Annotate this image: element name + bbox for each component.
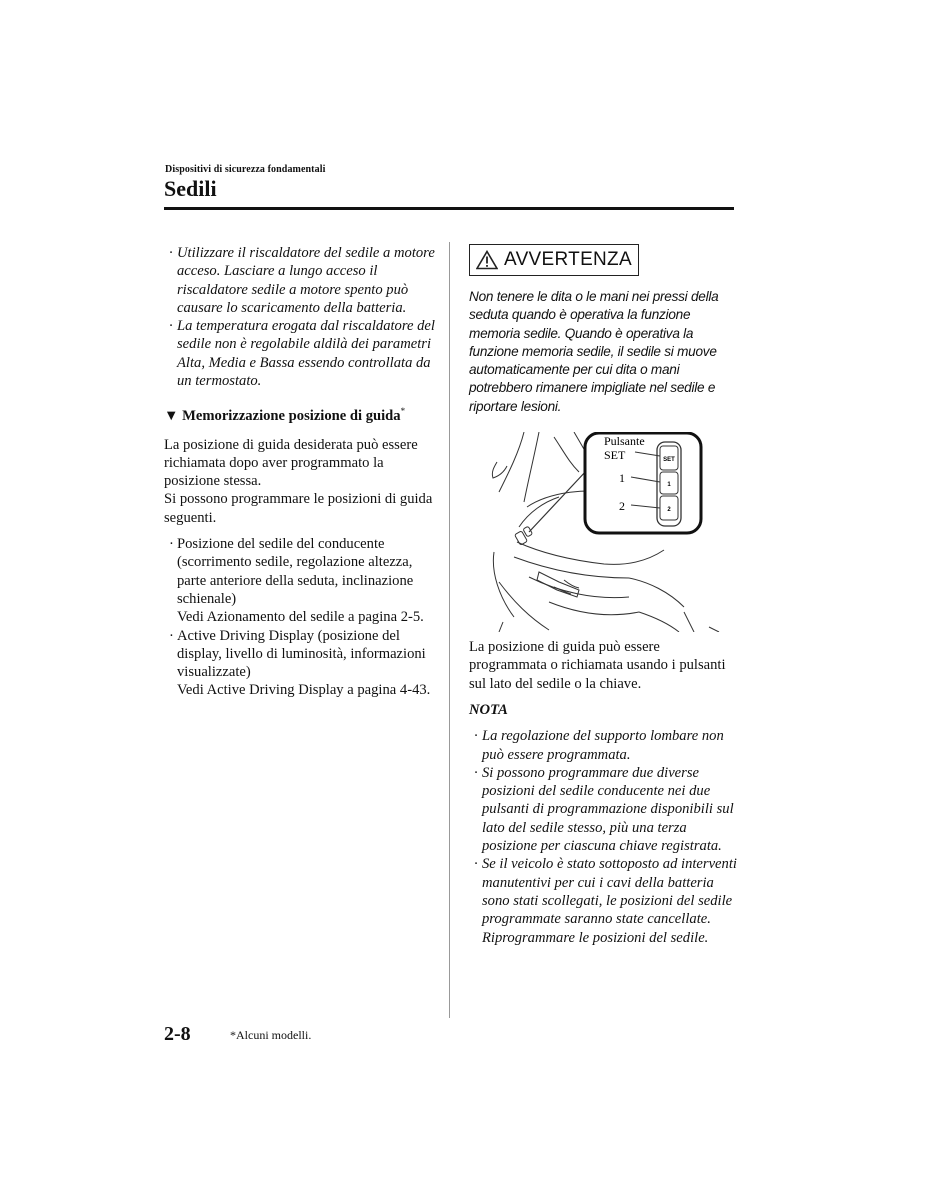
- page-title: Sedili: [164, 176, 217, 201]
- section-title: Memorizzazione posizione di guida: [182, 408, 401, 425]
- list-item: [164, 244, 436, 317]
- triangle-down-icon: ▼: [164, 408, 179, 425]
- warning-box: [469, 244, 639, 276]
- bullet-text: La temperatura erogata dal riscaldatore del sedile non è regolabile aldilà dei parametri Alta, Media e Bassa essendo controllata da un termostato.: [177, 318, 435, 390]
- list-item: [164, 317, 436, 390]
- left-column: [164, 244, 436, 700]
- list-item: [164, 627, 436, 700]
- bullet-dot: ·: [474, 764, 478, 781]
- note-text: La regolazione del supporto lombare non può essere programmata.: [482, 728, 724, 763]
- set-button-label: SET: [663, 457, 675, 464]
- button-2-label: 2: [667, 507, 671, 514]
- callout-1: 1: [619, 471, 625, 486]
- bullet-text: Utilizzare il riscaldatore del sedile a motore acceso. Lasciare a lungo acceso il riscaldatore sedile a motore spento può causare lo scaricamento della batteria.: [177, 245, 435, 316]
- bullet-dot: ·: [474, 856, 478, 873]
- warning-text: Non tenere le dita o le mani nei pressi della seduta quando è operativa la funzione memoria sedile. Quando è operativa la funzione memoria sedile, il sedile si muove automaticamente per cui dita o mani potrebbero rimanere impigliate nel sedile e riportare lesioni.: [469, 289, 719, 414]
- bullet-dot: ·: [169, 318, 173, 335]
- seat-figure: [469, 432, 739, 632]
- asterisk: *: [400, 406, 406, 417]
- page-reference: Vedi Azionamento del sedile a pagina 2-5.: [177, 609, 424, 626]
- page-reference: Vedi Active Driving Display a pagina 4-43.: [177, 682, 431, 699]
- right-column: [469, 244, 739, 947]
- callout-pulsante: Pulsante: [604, 434, 645, 449]
- bullet-dot: ·: [169, 245, 173, 261]
- title-rule: [164, 207, 734, 210]
- callout-set: SET: [604, 448, 626, 463]
- bullet-text: Posizione del sedile del conducente (scorrimento sedile, regolazione altezza, parte anteriore della seduta, inclinazione schienale): [177, 536, 414, 607]
- bullet-dot: ·: [474, 728, 478, 745]
- bullet-text: Active Driving Display (posizione del display, livello di luminosità, informazioni visualizzate): [177, 627, 426, 681]
- footnote: *Alcuni modelli.: [230, 1028, 312, 1042]
- list-item: [164, 535, 436, 626]
- bullet-dot: ·: [169, 627, 174, 644]
- bullet-dot: ·: [169, 536, 174, 553]
- warning-triangle-icon: [476, 250, 498, 270]
- column-divider: [449, 242, 450, 1018]
- seat-illustration: [469, 432, 739, 632]
- list-item: [469, 764, 739, 855]
- callout-2: 2: [619, 499, 625, 514]
- section-header: Dispositivi di sicurezza fondamentali: [165, 164, 326, 175]
- note-title: NOTA: [469, 701, 508, 718]
- section-heading: [164, 402, 436, 425]
- button-1-label: 1: [667, 482, 671, 489]
- list-item: [469, 855, 739, 946]
- paragraph: La posizione di guida può essere programmata o richiamata usando i pulsanti sul lato del sedile o la chiave.: [469, 639, 726, 692]
- list-item: [469, 727, 739, 764]
- note-text: Se il veicolo è stato sottoposto ad interventi manutentivi per cui i cavi della batteria sono stati scollegati, le posizioni del sedile programmate saranno state cancellate. Riprogrammare le posizioni del sedile.: [482, 856, 737, 946]
- paragraph: Si possono programmare le posizioni di guida seguenti.: [164, 491, 433, 526]
- note-list: [469, 727, 739, 947]
- paragraph: La posizione di guida desiderata può essere richiamata dopo aver programmato la posizione stessa.: [164, 436, 418, 490]
- warning-title: AVVERTENZA: [504, 248, 632, 270]
- page-number: 2-8: [164, 1023, 191, 1045]
- note-text: Si possono programmare due diverse posizioni del sedile conducente nei due pulsanti di programmazione disponibili sul lato del sedile stesso, più una terza posizione per ciascuna chiave registrata.: [482, 764, 734, 855]
